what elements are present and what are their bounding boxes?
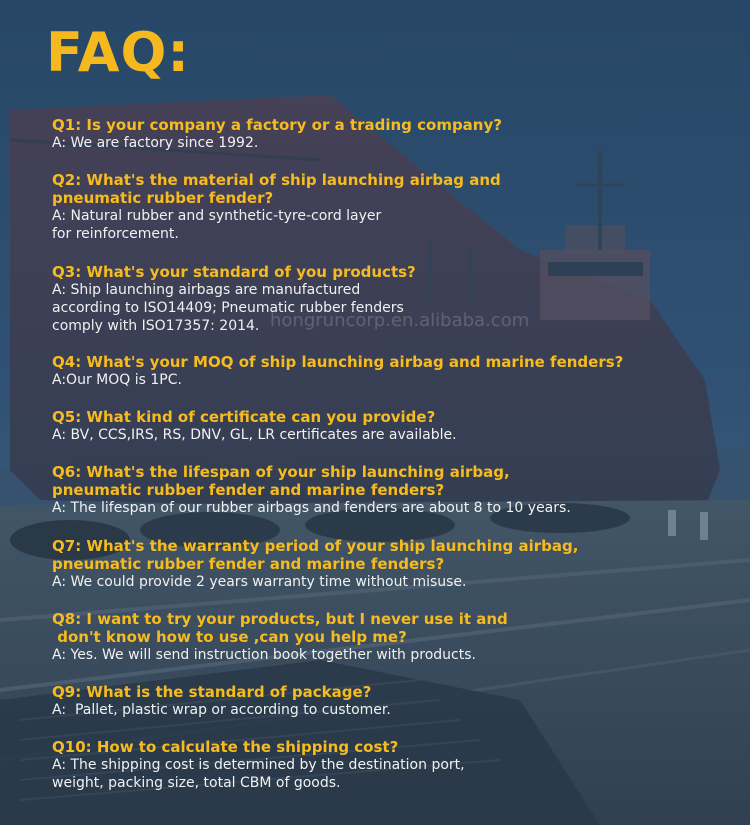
faq-question-line: Q6: What's the lifespan of your ship launching airbag, bbox=[52, 463, 510, 481]
faq-item-10 bbox=[52, 738, 692, 792]
faq-item-4 bbox=[52, 353, 692, 389]
faq-answer-line: A: Ship launching airbags are manufactured bbox=[52, 282, 361, 298]
faq-item-3 bbox=[52, 263, 692, 335]
faq-question-line: Q2: What's the material of ship launching airbag and bbox=[52, 171, 501, 189]
faq-answer-line: for reinforcement. bbox=[52, 226, 179, 242]
faq-answer-line: according to ISO14409; Pneumatic rubber fenders bbox=[52, 300, 404, 316]
faq-item-7 bbox=[52, 537, 692, 591]
faq-answer-line: A: Natural rubber and synthetic-tyre-cord layer bbox=[52, 208, 382, 224]
faq-question-line: Q5: What kind of certificate can you provide? bbox=[52, 408, 436, 426]
faq-item-6 bbox=[52, 463, 692, 517]
faq-question-line: pneumatic rubber fender and marine fenders? bbox=[52, 555, 445, 573]
faq-question-line: Q10: How to calculate the shipping cost? bbox=[52, 738, 399, 756]
faq-answer-line: A: Pallet, plastic wrap or according to customer. bbox=[52, 702, 391, 718]
faq-answer-line: A: We are factory since 1992. bbox=[52, 135, 259, 151]
faq-answer-line: A: Yes. We will send instruction book together with products. bbox=[52, 647, 476, 663]
faq-answer-line: A: BV, CCS,IRS, RS, DNV, GL, LR certificates are available. bbox=[52, 427, 457, 443]
faq-question-line: Q7: What's the warranty period of your ship launching airbag, bbox=[52, 537, 579, 555]
faq-question-line: don't know how to use ,can you help me? bbox=[52, 628, 407, 646]
faq-item-9 bbox=[52, 683, 692, 719]
faq-answer-line: A: The shipping cost is determined by the destination port, bbox=[52, 757, 465, 773]
faq-answer-line: comply with ISO17357: 2014. bbox=[52, 318, 260, 334]
faq-question-line: Q4: What's your MOQ of ship launching airbag and marine fenders? bbox=[52, 353, 624, 371]
faq-question-line: Q9: What is the standard of package? bbox=[52, 683, 372, 701]
faq-answer-line: weight, packing size, total CBM of goods. bbox=[52, 775, 341, 791]
faq-question-line: Q3: What's your standard of you products? bbox=[52, 263, 416, 281]
faq-question-line: Q8: I want to try your products, but I never use it and bbox=[52, 610, 508, 628]
faq-answer-line: A:Our MOQ is 1PC. bbox=[52, 372, 182, 388]
faq-item-5 bbox=[52, 408, 692, 444]
faq-item-8 bbox=[52, 610, 692, 664]
page-title: FAQ: bbox=[46, 21, 190, 84]
faq-item-1 bbox=[52, 116, 692, 152]
faq-question-line: pneumatic rubber fender? bbox=[52, 189, 274, 207]
watermark: hongruncorp.en.alibaba.com bbox=[270, 310, 530, 331]
faq-question-line: Q1: Is your company a factory or a trading company? bbox=[52, 116, 502, 134]
faq-answer-line: A: The lifespan of our rubber airbags and fenders are about 8 to 10 years. bbox=[52, 500, 571, 516]
faq-item-2 bbox=[52, 171, 692, 243]
faq-answer-line: A: We could provide 2 years warranty time without misuse. bbox=[52, 574, 467, 590]
faq-question-line: pneumatic rubber fender and marine fenders? bbox=[52, 481, 445, 499]
